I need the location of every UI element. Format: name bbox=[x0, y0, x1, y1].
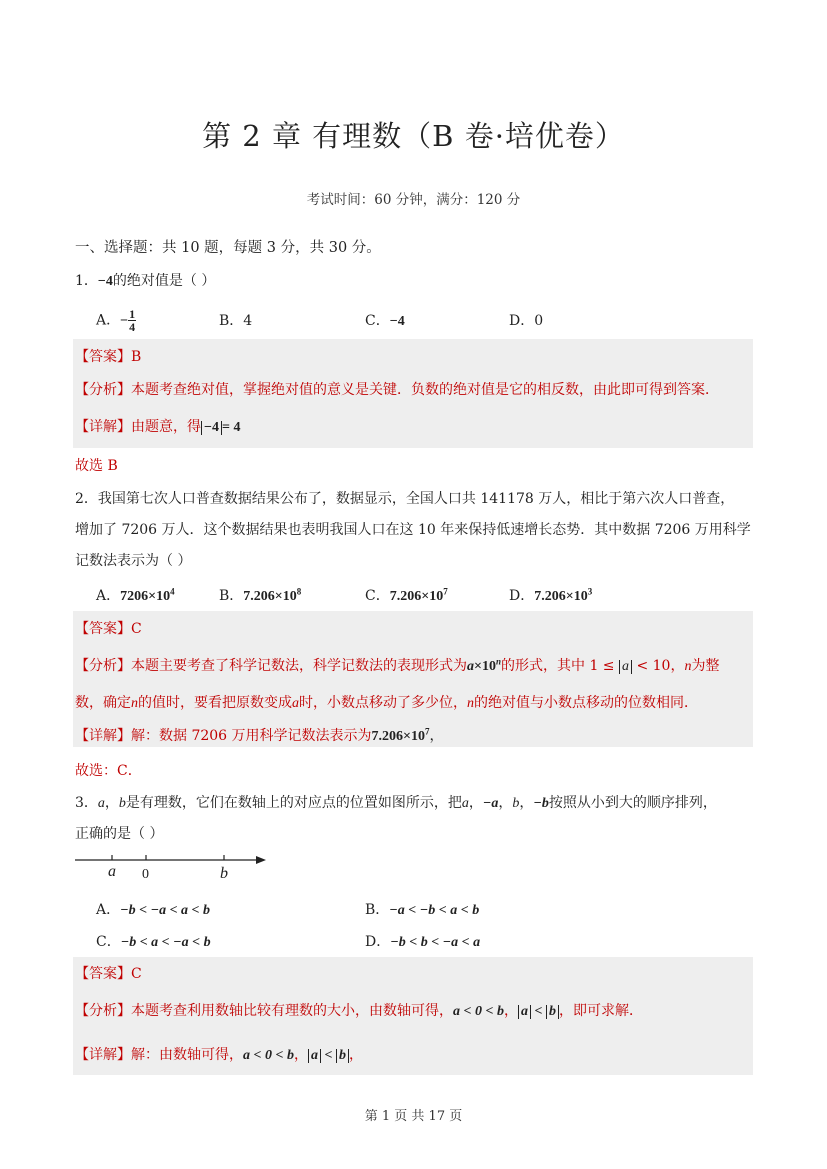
q1-option-c: C．−4 bbox=[365, 313, 405, 329]
q2-option-b: B．$7.206\times 10^8$ bbox=[219, 586, 302, 604]
label-a: a bbox=[108, 863, 116, 880]
q2-option-c: C．$7.206\times 10^7$ bbox=[365, 586, 448, 604]
number-line-figure bbox=[70, 848, 270, 884]
q3-option-c: C．−b < a < −a < b bbox=[96, 934, 211, 950]
q3-answer: 【答案】C bbox=[75, 966, 142, 982]
q2-analysis-line2: 数，确定n的值时，要看把原数变成a时，小数点移动了多少位，n的绝对值与小数点移动的位数相同． bbox=[75, 695, 698, 711]
q3-option-b: B．−a < −b < a < b bbox=[365, 902, 480, 918]
q2-analysis-line1: 【分析】本题主要考查了科学记数法，科学记数法的表现形式为$a\times 10^n$的形式，其中 1 ≤ a < 10，n为整 bbox=[75, 656, 720, 674]
q2-answer: 【答案】C bbox=[75, 621, 142, 637]
q2-conclusion: 故选：C． bbox=[75, 763, 142, 779]
q1-option-a: A．− $\frac{1}{4}$ bbox=[96, 307, 136, 334]
question-1-stem: 1．−4的绝对值是（ ） bbox=[75, 273, 216, 289]
q1-option-b: B．4 bbox=[219, 313, 253, 329]
q3-option-d: D．−b < b < −a < a bbox=[365, 934, 481, 950]
q1-option-d: D．0 bbox=[509, 313, 544, 329]
page-title: 第 2 章 有理数（B 卷·培优卷） bbox=[202, 119, 625, 153]
label-b: b bbox=[220, 865, 228, 882]
q3-detail: 【详解】解：由数轴可得，a < 0 < b， a < b ， bbox=[75, 1047, 363, 1063]
q2-option-d: D．$7.206\times 10^3$ bbox=[509, 586, 593, 604]
question-3-stem-line1: 3．a，b是有理数，它们在数轴上的对应点的位置如图所示，把a，−a，b，−b按照从小到大的顺序排列， bbox=[75, 795, 717, 811]
label-0: 0 bbox=[142, 867, 149, 882]
page-footer: 第 1 页 共 17 页 bbox=[364, 1109, 463, 1124]
number-line-arrow bbox=[256, 856, 266, 864]
q1-answer: 【答案】B bbox=[75, 349, 142, 365]
q2-option-a: A．$7206\times 10^4$ bbox=[96, 586, 175, 604]
q3-option-a: A．−b < −a < a < b bbox=[96, 902, 211, 918]
question-2-stem-line3: 记数法表示为（ ） bbox=[75, 553, 192, 569]
q1-detail: 【详解】由题意，得 −4 = 4 bbox=[75, 419, 241, 435]
question-2-stem-line1: 2．我国第七次人口普查数据结果公布了，数据显示，全国人口共 141178 万人，相比于第六次人口普查， bbox=[75, 491, 735, 507]
exam-info: 考试时间：60 分钟，满分：120 分 bbox=[306, 192, 521, 208]
question-2-stem-line2: 增加了 7206 万人．这个数据结果也表明我国人口在这 10 年来保持低速增长态势．其中数据 7206 万用科学 bbox=[75, 522, 751, 538]
q3-analysis: 【分析】本题考查利用数轴比较有理数的大小，由数轴可得，a < 0 < b， a < b ，即可求解． bbox=[75, 1003, 643, 1019]
q1-conclusion: 故选 B bbox=[75, 458, 118, 474]
question-3-stem-line2: 正确的是（ ） bbox=[75, 826, 164, 842]
section-heading: 一、选择题：共 10 题，每题 3 分，共 30 分。 bbox=[75, 240, 381, 256]
q2-detail: 【详解】解：数据 7206 万用科学记数法表示为$7.206\times 10^7$， bbox=[75, 726, 444, 744]
q1-analysis: 【分析】本题考查绝对值，掌握绝对值的意义是关键．负数的绝对值是它的相反数，由此即可得到答案． bbox=[75, 382, 719, 398]
